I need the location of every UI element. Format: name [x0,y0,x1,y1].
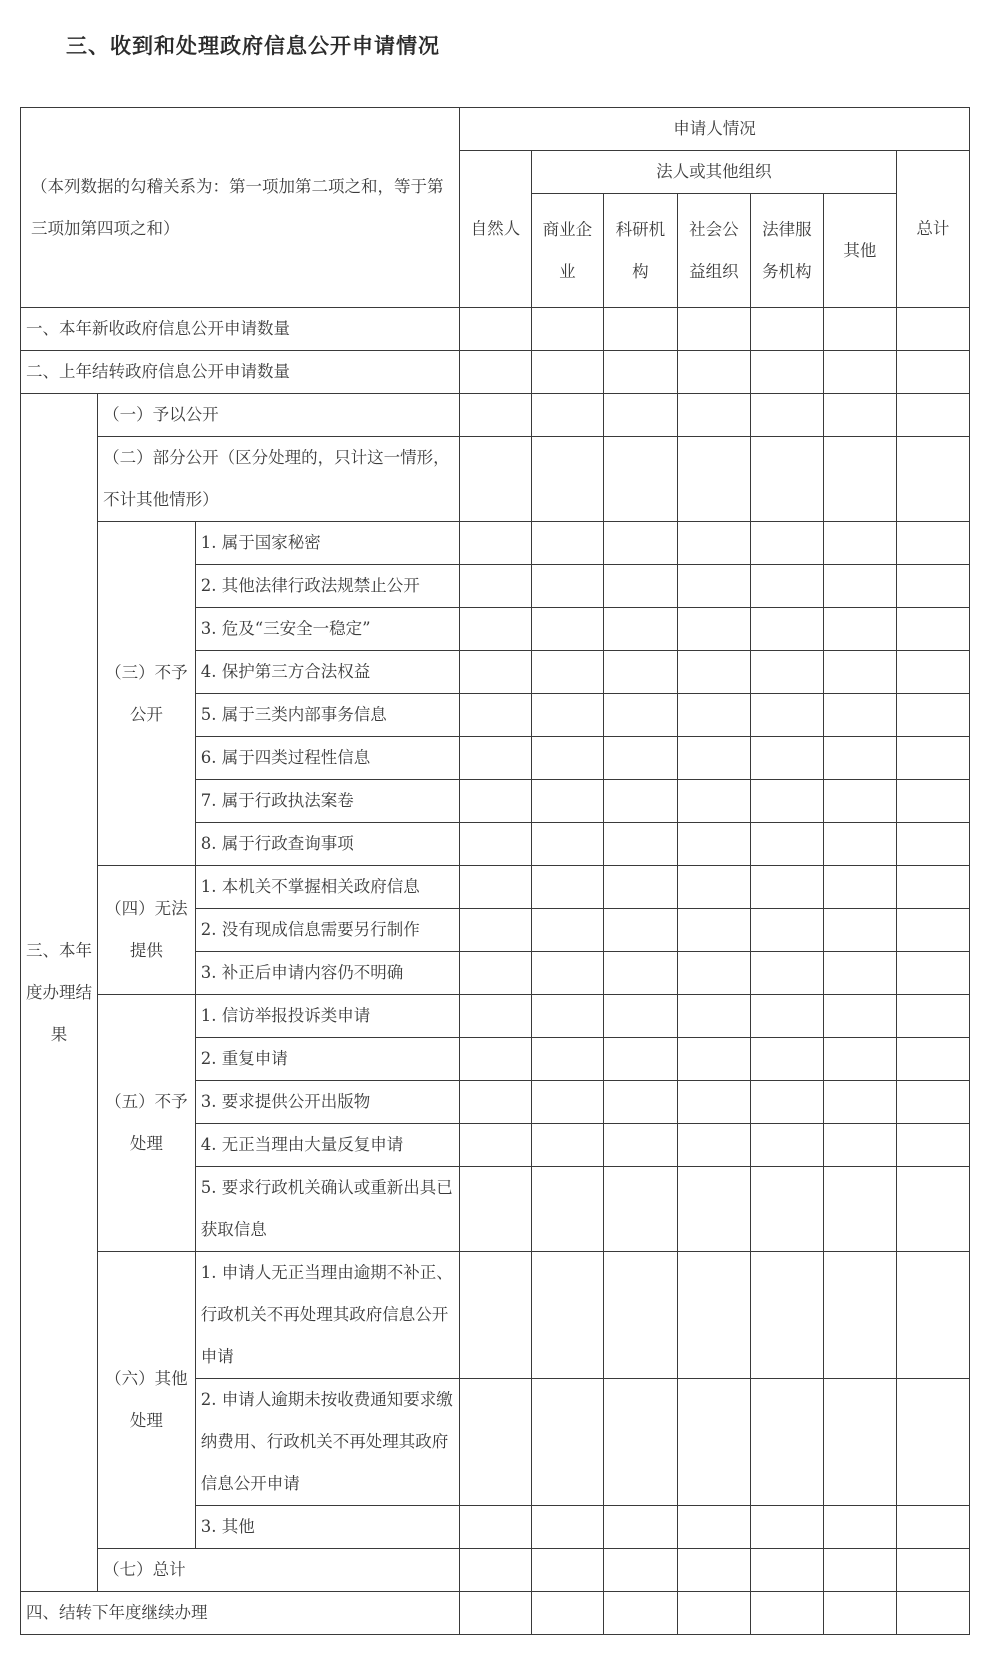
table-row [21,308,970,351]
applicant-situation-header: 申请人情况 [459,108,969,151]
table-row [21,995,970,1038]
table-row [21,522,970,565]
row-label: 4. 无正当理由大量反复申请 [195,1124,459,1167]
results-label: 三、本年度办理结果 [21,394,98,1592]
table-row [21,437,970,480]
row-label: 3. 危及“三安全一稳定” [195,608,459,651]
row-label: 7. 属于行政执法案卷 [195,780,459,823]
table-note: （本列数据的勾稽关系为：第一项加第二项之和，等于第三项加第四项之和） [21,108,460,308]
row-label: 1. 本机关不掌握相关政府信息 [195,866,459,909]
row-label: 一、本年新收政府信息公开申请数量 [21,308,460,351]
row-label: （二）部分公开（区分处理的，只计这一情形，不计其他情形） [98,437,460,522]
research-header: 科研机构 [603,194,677,308]
row-label: 5. 属于三类内部事务信息 [195,694,459,737]
legal-group-header: 法人或其他组织 [531,151,896,194]
table-row [21,1592,970,1635]
group-label: （六）其他处理 [98,1252,196,1549]
table-row [21,394,970,437]
row-label: 8. 属于行政查询事项 [195,823,459,866]
table-row [21,1252,970,1294]
row-label: 2. 没有现成信息需要另行制作 [195,909,459,952]
table-row [21,351,970,394]
row-label: 1. 信访举报投诉类申请 [195,995,459,1038]
row-label: 四、结转下年度继续办理 [21,1592,460,1635]
row-label: 4. 保护第三方合法权益 [195,651,459,694]
other-header: 其他 [823,194,896,308]
section-heading: 三、收到和处理政府信息公开申请情况 [66,33,440,58]
row-label: 2. 其他法律行政法规禁止公开 [195,565,459,608]
total-header: 总计 [896,151,969,308]
row-label: 2. 重复申请 [195,1038,459,1081]
row-label: 5. 要求行政机关确认或重新出具已获取信息 [195,1167,459,1252]
row-label: 二、上年结转政府信息公开申请数量 [21,351,460,394]
social-welfare-header: 社会公益组织 [677,194,750,308]
commercial-header: 商业企业 [531,194,603,308]
row-label: 6. 属于四类过程性信息 [195,737,459,780]
row-label: 1. 属于国家秘密 [195,522,459,565]
table-row [21,866,970,909]
row-label: 3. 补正后申请内容仍不明确 [195,952,459,995]
row-label: 3. 要求提供公开出版物 [195,1081,459,1124]
natural-person-header: 自然人 [459,151,531,308]
row-label: （七）总计 [98,1549,460,1592]
group-label: （三）不予公开 [98,522,196,866]
group-label: （四）无法提供 [98,866,196,995]
row-label: （一）予以公开 [98,394,460,437]
request-statistics-table [20,107,970,1635]
group-label: （五）不予处理 [98,995,196,1252]
row-label: 1. 申请人无正当理由逾期不补正、行政机关不再处理其政府信息公开申请 [195,1252,459,1379]
legal-service-header: 法律服务机构 [750,194,823,308]
row-label: 2. 申请人逾期未按收费通知要求缴纳费用、行政机关不再处理其政府信息公开申请 [195,1379,459,1506]
row-label: 3. 其他 [195,1506,459,1549]
table-row [21,1549,970,1592]
